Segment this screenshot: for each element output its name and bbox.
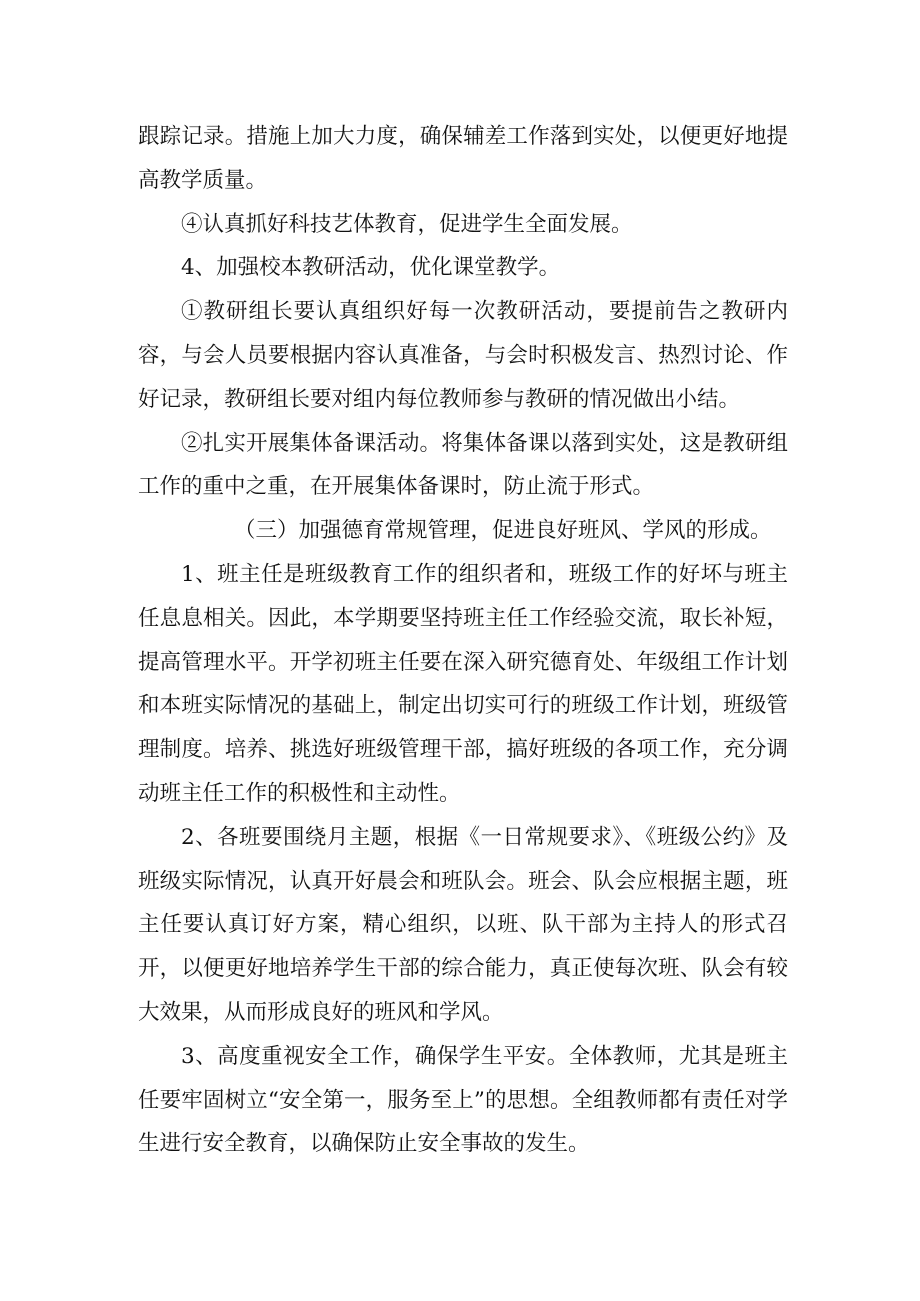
document-body bbox=[138, 115, 788, 1166]
section-heading-3-text: （三）加强德育常规管理，促进良好班风、学风的形成。 bbox=[234, 518, 772, 544]
paragraph-item-1: ①教研组长要认真组织好每一次教研活动，要提前告之教研内容，与会人员要根据内容认真准备，与会时积极发言、热烈讨论、作好记录，教研组长要对组内每位教师参与教研的情况做出小结。 bbox=[138, 299, 788, 412]
paragraph-point-3: 3、高度重视安全工作，确保学生平安。全体教师，尤其是班主任要牢固树立“安全第一，服务至上”的思想。全组教师都有责任对学生进行安全教育，以确保防止安全事故的发生。 bbox=[138, 1043, 788, 1157]
paragraph-point-2: 2、各班要围绕月主题，根据《一日常规要求》、《班级公约》及班级实际情况，认真开好晨会和班队会。班会、队会应根据主题，班主任要认真订好方案，精心组织，以班、队干部为主持人的形式召开，以便更好地培养学生干部的综合能力，真正使每次班、队会有较大效果，从而形成良好的班风和学风。 bbox=[138, 824, 788, 1025]
paragraph-item-4: ④认真抓好科技艺体教育，促进学生全面发展。 bbox=[181, 211, 633, 237]
paragraph-point-1: 1、班主任是班级教育工作的组织者和，班级工作的好坏与班主任息息相关。因此，本学期要坚持班主任工作经验交流，取长补短，提高管理水平。开学初班主任要在深入研究德育处、年级组工作计划和本班实际情况的基础上，制定出切实可行的班级工作计划，班级管理制度。培养、挑选好班级管理干部，搞好班级的各项工作，充分调动班主任工作的积极性和主动性。 bbox=[138, 561, 788, 806]
section-heading-4: 4、加强校本教研活动，优化课堂教学。 bbox=[181, 255, 561, 281]
section-heading-3 bbox=[138, 509, 788, 553]
paragraph-item-2: ②扎实开展集体备课活动。将集体备课以落到实处，这是教研组工作的重中之重，在开展集体备课时，防止流于形式。 bbox=[138, 430, 788, 500]
paragraph-continuation: 跟踪记录。措施上加大力度，确保辅差工作落到实处，以便更好地提高教学质量。 bbox=[138, 124, 788, 193]
